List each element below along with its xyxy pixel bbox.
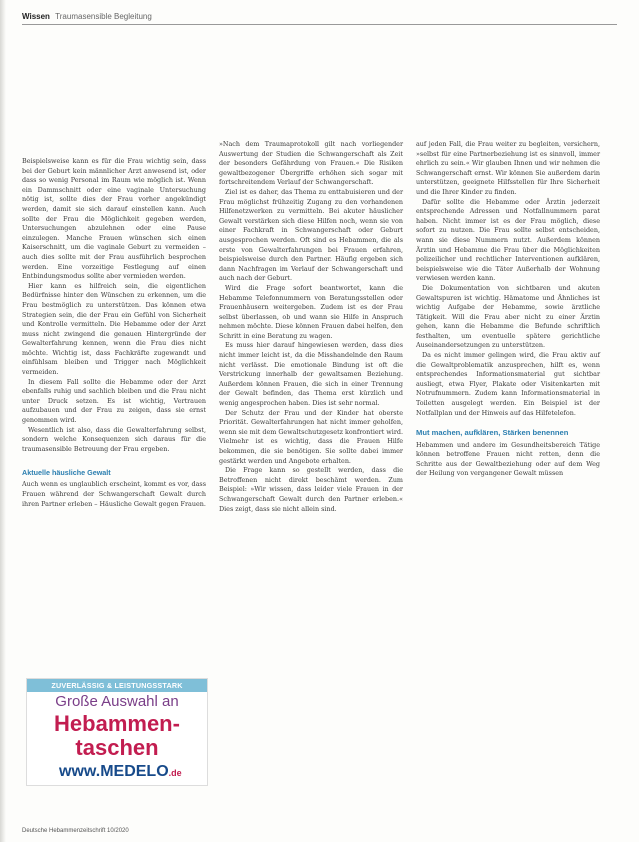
ad-brand-suffix: .de xyxy=(168,768,182,778)
ad-headline: taschen xyxy=(75,735,159,760)
column-3 xyxy=(416,140,600,479)
paragraph: Die Frage kann so gestellt werden, dass die Betroffenen nicht direkt beschämt werden. Zum Beispiel: »Wir wissen, dass leider viele Frauen in der Schwangerschaft Gewalt durch den Partner erleben.« Dies zeigt, dass sie nicht allein sind. xyxy=(219,466,403,513)
paragraph: Wird die Frage sofort beantwortet, kann die Hebamme Telefonnummern von Beratungsstellen oder Frauenhäusern weitergeben. Zudem ist es der Frau selbst überlassen, ob und wann sie Hilfe in Anspruch nehmen möchte. Diese können Frauen dabei helfen, den Schritt in eine Beratung zu wagen. xyxy=(219,283,403,340)
subheading: Aktuelle häusliche Gewalt xyxy=(22,468,111,478)
column-2 xyxy=(219,140,403,514)
ad-line: Große Auswahl an xyxy=(55,693,179,710)
ad-brand: www.MEDELO xyxy=(59,763,169,780)
section-label: Wissen xyxy=(22,12,50,21)
paragraph: Wesentlich ist also, dass die Gewalterfahrung selbst, sondern welche Konsequenzen sich daraus für die traumasensible Betreuung der Frau ergeben. xyxy=(22,425,206,453)
paragraph: Dafür sollte die Hebamme oder Ärztin jederzeit entsprechende Adressen und Notfallnummern parat haben. Nicht immer ist es der Frau möglich, diese sofort zu nutzen. Die Frau sollte selbst entscheiden, wann sie diese Nummern nutzt. Außerdem können Ärztin und Hebamme die Frau über die Möglichkeiten polizeilicher und rechtlicher Interventionen aufklären, beispielsweise wie die Täter Außerhalb der Wohnung verwiesen werden kann. xyxy=(416,197,600,283)
paragraph: Der Schutz der Frau und der Kinder hat oberste Priorität. Gewalterfahrungen hat nicht immer geholfen, wenn sie mit dem Gewaltschutzgesetz konfrontiert wird. Vielmehr ist es wichtig, dass die Frauen Hilfe bekommen, die sie benötigen. Sie sollte dabei immer gestärkt werden und Angebote erhalten. xyxy=(219,408,403,465)
paragraph: »Nach dem Traumaprotokoll gilt nach vorliegender Auswertung der Studien die Schwangerschaft als Zeit der besonders Gefährdung von Frauen.« Die Risiken gewaltbezogener Übergriffe erhöhen sich sogar mit fortschreitendem Verlauf der Schwangerschaft. xyxy=(219,140,403,187)
paragraph: Die Dokumentation von sichtbaren und akuten Gewaltspuren ist wichtig. Hämatome und Ähnliches ist wichtig Aufgabe der Hebamme, sowie ärztliche Tätigkeit. Will die Frau aber nicht zu einer Ärztin gehen, kann die Hebamme die Befunde schriftlich festhalten, um eventuelle spätere gerichtliche Auseinandersetzungen zu unterstützen. xyxy=(416,283,600,350)
paragraph: Hier kann es hilfreich sein, die eigentlichen Bedürfnisse hinter den Wünschen zu erkennen, um die Frau bestmöglich zu unterstützen. Das können etwa Strategien sein, die der Frau ein Gefühl von Sicherheit und Kontrolle vermitteln. Die Hebamme oder der Arzt muss nicht zwingend die genauen Hintergründe der Gewalterfahrung kennen, wenn die Frau dies nicht möchte. Wichtig ist, dass Fachkräfte zugewandt und einfühlsam bleiben und Trigger nach Möglichkeit vermeiden. xyxy=(22,281,206,377)
running-header xyxy=(22,12,152,21)
column-1 xyxy=(22,157,206,509)
paragraph: Hebammen und andere im Gesundheitsbereich Tätige können betroffene Frauen nicht retten, denn die Schritte aus der Gewaltbeziehung oder auf dem Weg der Heilung von vergangener Gewalt müssen xyxy=(416,440,600,478)
ad-brand-logo xyxy=(59,763,182,781)
paragraph: Ziel ist es daher, das Thema zu enttabuisieren und der Frau möglichst frühzeitig Zugang zu den vorhandenen Hilfenetzwerken zu vermitteln. Bei akuter häuslicher Gewalt verstärken sich diese Hilfen noch, wenn sie von einer Fachkraft in Schwangerschaft oder Geburt ausgesprochen werden. Oft sind es Hebammen, die als erste von Gewalterfahrungen bei Frauen erfahren, beispielsweise durch den Partner. Häufig ergeben sich dann Nachfragen im Verlauf der Schwangerschaft und auch nach der Geburt. xyxy=(219,187,403,283)
subheading: Mut machen, aufklären, Stärken benennen xyxy=(416,428,569,438)
paragraph: In diesem Fall sollte die Hebamme oder der Arzt ebenfalls ruhig und sachlich bleiben und die Frau nicht unter Druck setzen. Es ist wichtig, Vertrauen aufzubauen und der Frau zu zeigen, dass sie ernst genommen wird. xyxy=(22,377,206,425)
paragraph: Auch wenn es unglaublich erscheint, kommt es vor, dass Frauen während der Schwangerschaft Gewalt durch ihren Partner erleben – Häusliche Gewalt gegen Frauen. xyxy=(22,480,206,508)
header-rule xyxy=(22,24,617,25)
paragraph: Beispielsweise kann es für die Frau wichtig sein, dass bei der Geburt kein männlicher Arzt anwesend ist, oder dass so wenig Personal im Raum wie möglich ist. Wenn ein Dammschnitt oder eine vaginale Untersuchung nötig ist, sollte dies der Frau vorher angekündigt werden, damit sie sich darauf einstellen kann. Auch sollte der Frau die Möglichkeit gegeben werden, Untersuchungen abzulehnen oder eine Pause einzulegen. Manche Frauen wünschen sich einen Kaiserschnitt, um die vaginale Geburt zu vermeiden – auch dies sollte mit der Frau ausführlich besprochen werden. Eine vorzeitige Festlegung auf einen Entbindungsmodus sollte aber vermieden werden. xyxy=(22,157,206,281)
page-footer: Deutsche Hebammenzeitschrift 10/2020 xyxy=(22,828,129,834)
advertisement[interactable] xyxy=(26,678,208,786)
ad-headline: Hebammen- xyxy=(54,711,180,736)
page-crease xyxy=(0,0,6,842)
paragraph: Da es nicht immer gelingen wird, die Frau aktiv auf die Gewaltproblematik anzusprechen, hilft es, wenn entsprechendes Informationsmaterial gut sichtbar ausliegt, etwa Flyer, Plakate oder Visitenkarten mit Notrufnummern. Zudem kann Informationsmaterial in Toiletten ausgelegt werden. Ein Beispiel ist der Notfallplan und der Hinweis auf das Hilfetelefon. xyxy=(416,351,600,417)
paragraph: auf jeden Fall, die Frau weiter zu begleiten, versichern, »selbst für eine Partnerbeziehung ist es sinnvoll, immer ehrlich zu sein.« Wir glauben Ihnen und wir nehmen die Schwangerschaft ernst. Wir können Sie außerdem darin unterstützen, geeignete Hilfsstellen für Ihre Sicherheit und die Ihrer Kinder zu finden. xyxy=(416,140,600,196)
paragraph: Es muss hier darauf hingewiesen werden, dass dies nicht immer leicht ist, da die Misshandelnde den Raum nicht verlässt. Die emotionale Bindung ist oft die Verstrickung innerhalb der gewaltsamen Beziehung. Außerdem können Frauen, die sich in einer Trennung der Gewalt befinden, das Thema erst kürzlich und wenig angesprochen haben. Dies ist sehr normal. xyxy=(219,341,403,408)
topic-label: Traumasensible Begleitung xyxy=(55,12,152,21)
ad-banner: ZUVERLÄSSIG & LEISTUNGSSTARK xyxy=(27,679,207,692)
